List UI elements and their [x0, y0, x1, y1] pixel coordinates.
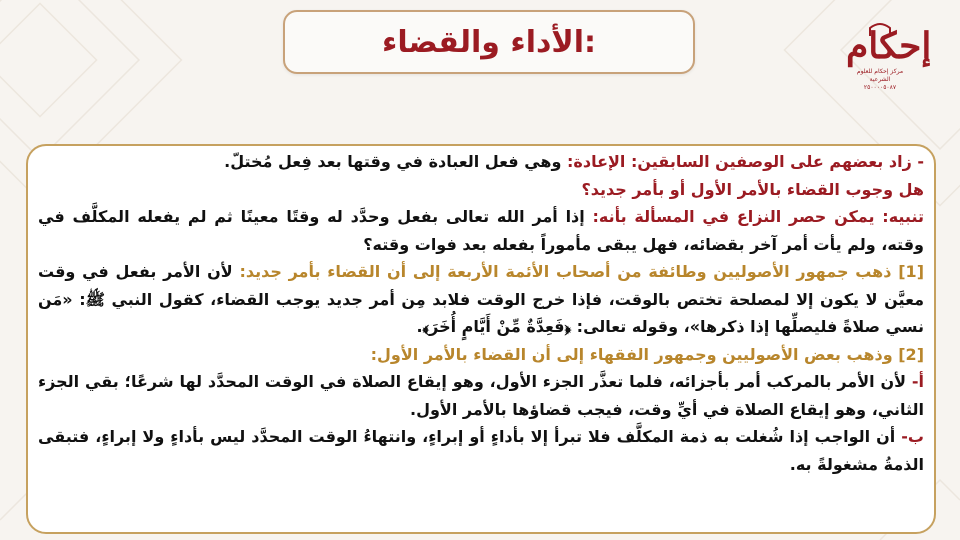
logo-number: ٢٥٠٠٠٠٥٠٨٧: [863, 84, 897, 91]
paragraph-opinion-2: [38, 341, 924, 369]
paragraph-point-a: [38, 368, 924, 423]
point-a-marker: أ-: [911, 372, 924, 391]
content-box: [26, 144, 936, 534]
note-lead: تنبيه: يمكن حصر النزاع في المسألة بأنه:: [592, 207, 924, 226]
opinion-2-lead: [2] وذهب بعض الأصوليين وجمهور الفقهاء إلى أن القضاء بالأمر الأول:: [370, 344, 924, 364]
paragraph-question: [38, 176, 924, 204]
page-title: الأداء والقضاء:: [381, 24, 597, 60]
point-a-text: لأن الأمر بالمركب أمر بأجزائه، فلما تعذَّر الجزء الأول، وهو إيقاع الصلاة في الوقت المحدَّد لها شرعًا؛ بقي الجزء الثاني، وهو إيقاع الصلاة في أيِّ وقت، فيجب قضاؤها بالأمر الأول.: [38, 372, 924, 419]
point-b-text: أن الواجب إذا شُغلت به ذمة المكلَّف فلا تبرأ إلا بأداءٍ أو إبراءٍ، وانتهاءُ الوقت المحدَّد ليس بأداءٍ ولا إبراءٍ، فتبقى الذمةُ مشغولةً به.: [38, 427, 924, 474]
title-box: [283, 10, 695, 74]
opinion-1-text: لأن الأمر بفعل في وقت معيَّن لا يكون إلا لمصلحة تختص بالوقت، فإذا خرج الوقت فلابد مِن أمر جديد يوجب القضاء، كقول النبي ﷺ: «مَن نسي صلاةً فليصلِّها إذا ذكرها»، وقوله تعالى: ﴿فَعِدَّةٌ مِّنْ أَيَّامٍ أُخَرَ﴾.: [38, 262, 924, 336]
logo-word: إحكام: [846, 25, 932, 67]
logo: [846, 24, 932, 100]
repetition-lead: - زاد بعضهم على الوصفين السابقين: الإعادة:: [567, 152, 924, 171]
logo-subtitle: مركز إحكام للعلوم الشرعية: [856, 68, 904, 83]
paragraph-point-b: [38, 423, 924, 478]
repetition-text: وهي فعل العبادة في وقتها بعد فِعل مُختلّ.: [224, 152, 568, 171]
paragraph-opinion-1: [38, 258, 924, 341]
paragraph-repetition: [38, 148, 924, 176]
paragraph-note: [38, 203, 924, 258]
opinion-1-lead: [1] ذهب جمهور الأصوليين وطائفة من أصحاب الأئمة الأربعة إلى أن القضاء بأمر جديد:: [239, 262, 924, 281]
point-b-marker: ب-: [901, 427, 924, 446]
content-text: [38, 148, 924, 478]
arch-icon: [868, 22, 892, 36]
note-text: إذا أمر الله تعالى بفعل وحدَّد له وقتًا معينًا ثم لم يفعله المكلَّف في وقته، ولم يأت أمر آخر بقضائه، فهل يبقى مأموراً بفعله بعد فوات وقته؟: [38, 207, 924, 254]
question-text: هل وجوب القضاء بالأمر الأول أو بأمر جديد؟: [581, 179, 924, 199]
